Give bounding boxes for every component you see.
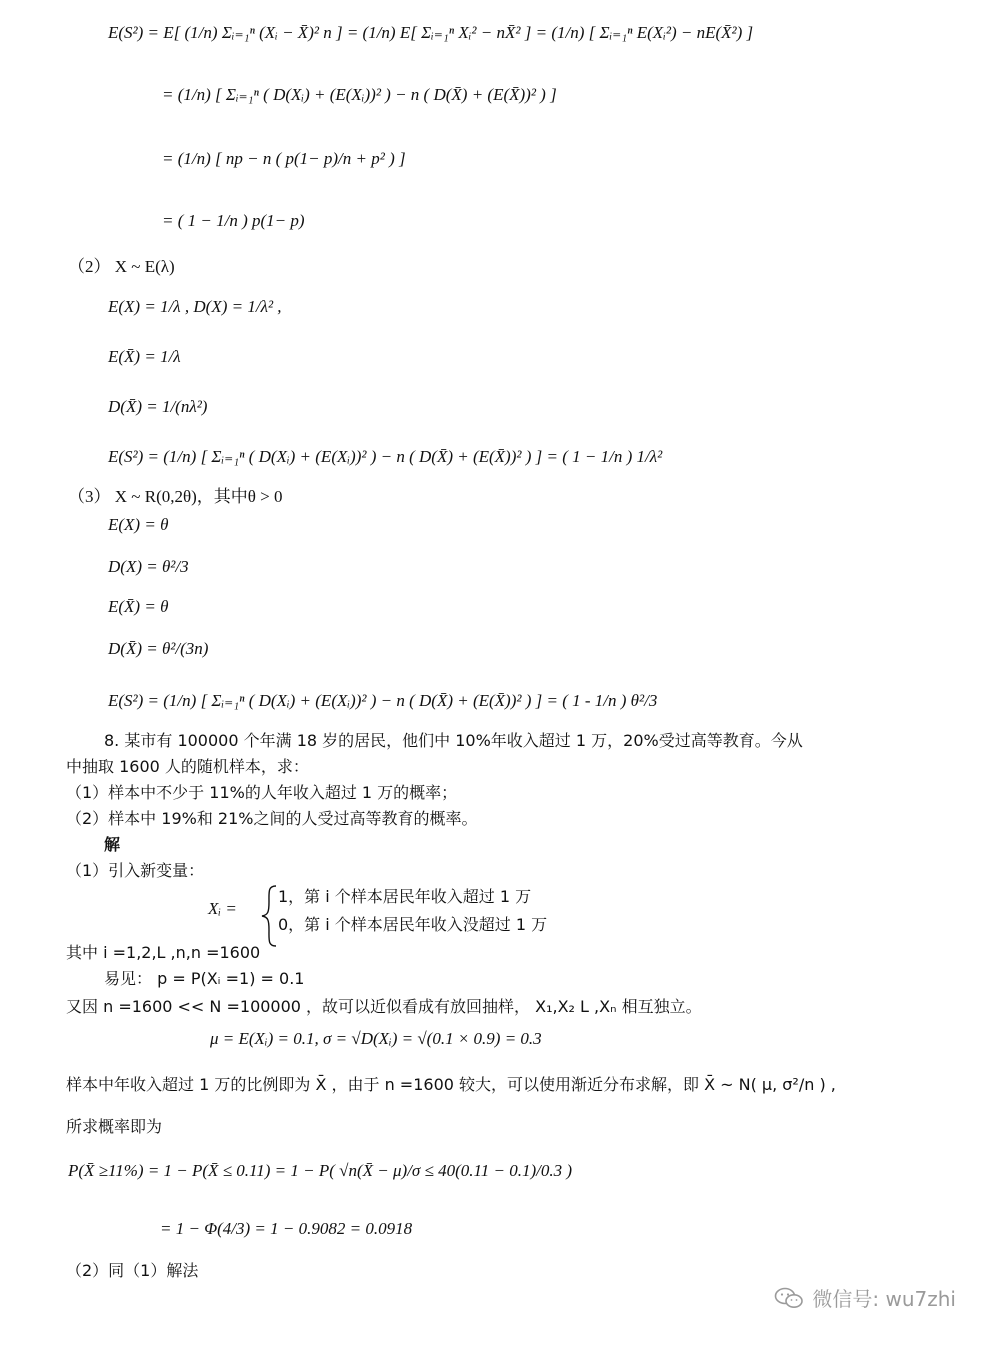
- probability-line-1: P(X̄ ≥11%) = 1 − P(X̄ ≤ 0.11) = 1 − P( √n(X̄ − μ)/σ ≤ 40(0.11 − 0.1)/0.3 ): [68, 1161, 573, 1180]
- part-3-heading: （3） X ~ R(0,2θ)，其中θ > 0: [68, 487, 283, 506]
- piecewise-case-1: 1，第 i 个样本居民年收入超过 1 万: [278, 887, 532, 906]
- watermark-text: 微信号: wu7zhi: [812, 1287, 956, 1311]
- probability-line-2: = 1 − Φ(4/3) = 1 − 0.9082 = 0.0918: [160, 1219, 413, 1238]
- xi-definition-label: Xᵢ =: [208, 899, 237, 918]
- equation-es2-line1: E(S²) = E[ (1/n) Σᵢ₌₁ⁿ (Xᵢ − X̄)² n ] = (1/n) E[ Σᵢ₌₁ⁿ Xᵢ² − nX̄² ] = (1/n) [ Σᵢ₌₁ⁿ E(Xᵢ²) − nE(X̄²) ]: [108, 23, 754, 42]
- solution-step-1: （1）引入新变量：: [66, 861, 205, 880]
- easy-to-see-p: 易见： p = P(Xᵢ =1) = 0.1: [104, 969, 305, 988]
- independence-statement: 又因 n =1600 << N =100000 ，故可以近似看成有放回抽样， X₁,X₂ L ,Xₙ 相互独立。: [66, 997, 702, 1016]
- part-2-heading: （2） X ~ E(λ): [68, 257, 175, 276]
- part-2-es2: E(S²) = (1/n) [ Σᵢ₌₁ⁿ ( D(Xᵢ) + (E(Xᵢ))² ) − n ( D(X̄) + (E(X̄))² ) ] = ( 1 − 1/n ) 1/λ²: [108, 447, 663, 466]
- equation-es2-line3: = (1/n) [ np − n ( p(1− p)/n + p² ) ]: [162, 149, 406, 168]
- left-brace-icon: [260, 884, 278, 948]
- equation-es2-line2: = (1/n) [ Σᵢ₌₁ⁿ ( D(Xᵢ) + (E(Xᵢ))² ) − n ( D(X̄) + (E(X̄))² ) ]: [162, 85, 557, 104]
- mu-sigma-values: μ = E(Xᵢ) = 0.1, σ = √D(Xᵢ) = √(0.1 × 0.9) = 0.3: [210, 1029, 542, 1048]
- part-2-e-xbar: E(X̄) = 1/λ: [108, 347, 181, 366]
- wechat-icon: [774, 1286, 804, 1310]
- problem-8-line2: 中抽取 1600 人的随机样本，求：: [66, 757, 309, 776]
- problem-8-q1: （1）样本中不少于 11%的人年收入超过 1 万的概率；: [66, 783, 458, 802]
- solution-step-2: （2）同（1）解法: [66, 1261, 199, 1280]
- problem-8-line1: 8. 某市有 100000 个年满 18 岁的居民，他们中 10%年收入超过 1 万，20%受过高等教育。今从: [104, 731, 803, 750]
- asymptotic-distribution: 样本中年收入超过 1 万的比例即为 X̄ ，由于 n =1600 较大，可以使用渐近分布求解，即 X̄ ~ N( μ, σ²/n ) ,: [66, 1075, 836, 1094]
- sought-probability-label: 所求概率即为: [66, 1117, 163, 1136]
- piecewise-brace: [260, 884, 278, 953]
- index-range: 其中 i =1,2,L ,n,n =1600: [66, 943, 261, 962]
- part-3-d-xbar: D(X̄) = θ²/(3n): [108, 639, 209, 658]
- solution-heading: 解: [104, 835, 121, 854]
- part-3-es2: E(S²) = (1/n) [ Σᵢ₌₁ⁿ ( D(Xᵢ) + (E(Xᵢ))² ) − n ( D(X̄) + (E(X̄))² ) ] = ( 1 - 1/n ) θ²/3: [108, 691, 658, 710]
- part-3-ex: E(X) = θ: [108, 515, 169, 534]
- part-2-d-xbar: D(X̄) = 1/(nλ²): [108, 397, 208, 416]
- equation-es2-line4: = ( 1 − 1/n ) p(1− p): [162, 211, 305, 230]
- part-3-dx: D(X) = θ²/3: [108, 557, 189, 576]
- wechat-watermark: [774, 1283, 956, 1312]
- part-2-ex-dx: E(X) = 1/λ , D(X) = 1/λ² ,: [108, 297, 282, 316]
- piecewise-case-0: 0，第 i 个样本居民年收入没超过 1 万: [278, 915, 548, 934]
- problem-8-q2: （2）样本中 19%和 21%之间的人受过高等教育的概率。: [66, 809, 478, 828]
- part-3-e-xbar: E(X̄) = θ: [108, 597, 169, 616]
